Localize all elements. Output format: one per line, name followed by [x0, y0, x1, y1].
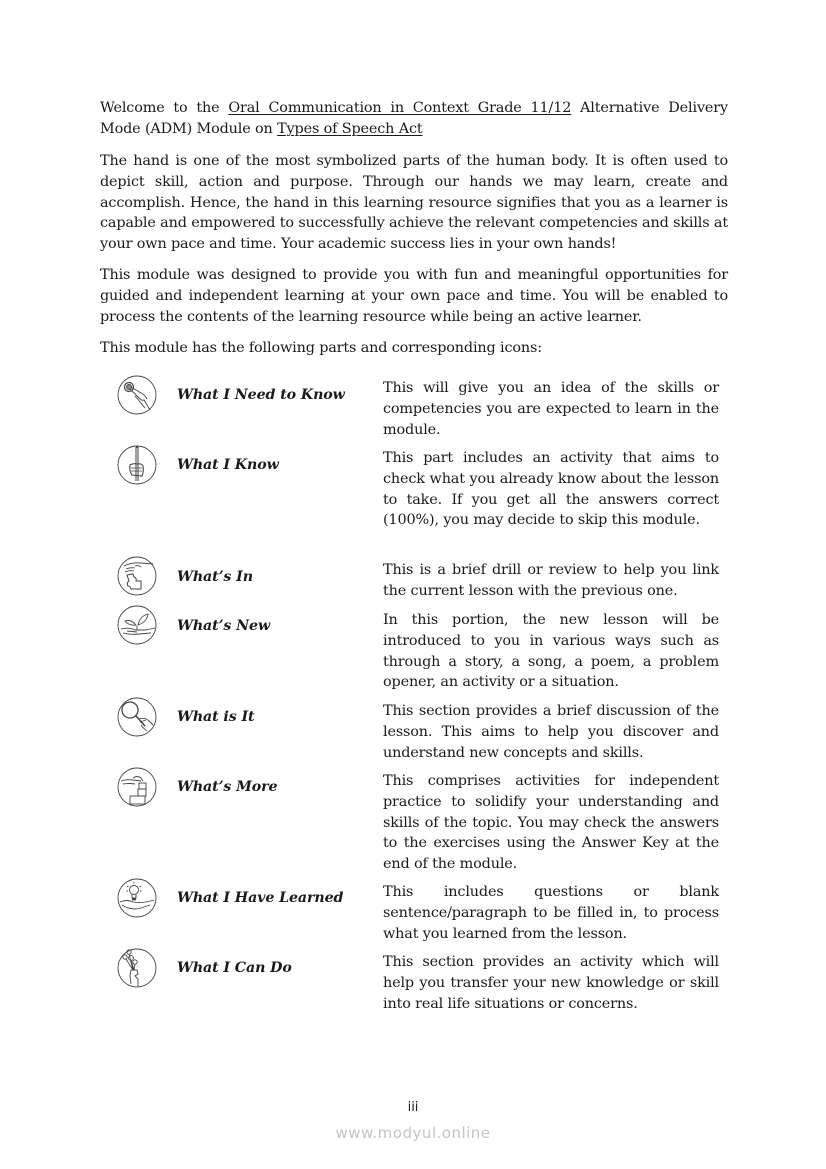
part-description: This is a brief drill or review to help you link the current lesson with the previous one.	[383, 562, 719, 599]
hand-holding-pencil-icon	[117, 445, 157, 485]
part-description: This section provides an activity which will help you transfer your new knowledge or skill into real life situations or concerns.	[383, 954, 719, 1012]
parts-intro: This module has the following parts and corresponding icons:	[100, 340, 542, 356]
part-description: This includes questions or blank sentence/paragraph to be filled in, to process what you learned from the lesson.	[383, 884, 719, 942]
watermark: www.modyul.online	[335, 1124, 491, 1142]
page-number: iii	[407, 1100, 419, 1115]
hand-stacking-blocks-icon	[117, 767, 157, 807]
part-label: What I Have Learned	[177, 890, 344, 906]
hand-flowers-icon	[117, 948, 157, 988]
hand-magnifying-glass-icon	[117, 697, 157, 737]
finger-touch-icon	[117, 375, 157, 415]
part-label: What’s In	[177, 569, 253, 585]
part-label: What is It	[177, 709, 255, 725]
part-description: This part includes an activity that aims to check what you already know about the lesson to take. If you get all the answers correct (100%), you may decide to skip this module.	[383, 450, 719, 529]
design-paragraph: This module was designed to provide you with fun and meaningful opportunities for guided and independent learning at your own pace and time. You will be enabled to process the contents of the learning resource while being an active learner.	[100, 267, 728, 325]
part-label: What I Need to Know	[177, 387, 345, 403]
part-description: This will give you an idea of the skills or competencies you are expected to learn in the module.	[383, 380, 719, 438]
hand-puzzle-piece-icon	[117, 556, 157, 596]
welcome-paragraph	[100, 98, 728, 140]
part-description: This section provides a brief discussion of the lesson. This aims to help you discover and understand new concepts and skills.	[383, 703, 719, 761]
module-topic: Types of Speech Act	[277, 120, 423, 137]
part-label: What’s More	[177, 779, 278, 795]
hand-paragraph: The hand is one of the most symbolized parts of the human body. It is often used to depict skill, action and purpose. Through our hands we may learn, create and accomplish. Hence, the hand in this learning resource signifies that you as a learner is capable and empowered to successfully achieve the relevant competencies and skills at your own pace and time. Your academic success lies in your own hands!	[100, 153, 728, 253]
part-description: In this portion, the new lesson will be introduced to you in various ways such as through a story, a song, a poem, a problem opener, an activity or a situation.	[383, 612, 719, 691]
part-label: What I Know	[177, 457, 279, 473]
part-description: This comprises activities for independent practice to solidify your understanding and skills of the topic. You may check the answers to the exercises using the Answer Key at the end of the module.	[383, 773, 719, 873]
course-title: Oral Communication in Context Grade 11/12	[228, 100, 572, 116]
hand-sprout-icon	[117, 605, 157, 645]
part-label: What I Can Do	[177, 960, 292, 976]
welcome-prefix: Welcome to the	[100, 100, 229, 116]
hand-lightbulb-icon	[117, 878, 157, 918]
part-label: What’s New	[177, 618, 271, 634]
welcome-middle: Alternative Delivery Mode (ADM) Module on	[100, 100, 729, 137]
